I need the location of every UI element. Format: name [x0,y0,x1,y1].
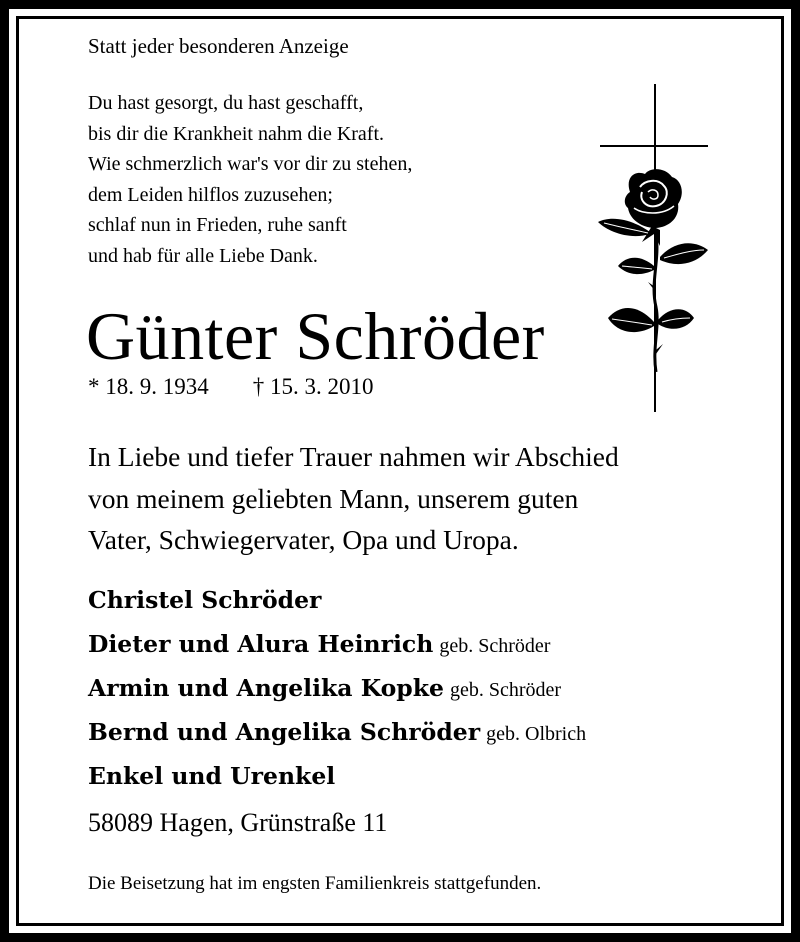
message-line: In Liebe und tiefer Trauer nahmen wir Abschied [88,441,619,472]
family-name: Enkel und Urenkel [88,762,336,790]
message-line: Vater, Schwiegervater, Opa und Uropa. [88,524,519,555]
family-note: geb. Schröder [449,679,562,701]
life-dates [88,374,374,400]
family-entry [88,624,586,668]
family-name: Armin und Angelika Kopke [88,674,444,702]
deceased-name: Günter Schröder [86,298,545,374]
family-name: Bernd und Angelika Schröder [88,718,481,746]
cross-and-rose [590,82,720,414]
poem-line: bis dir die Krankheit nahm die Kraft. [88,122,385,145]
poem-line: und hab für alle Liebe Dank. [88,244,318,267]
poem [88,88,412,271]
family-entry [88,712,586,756]
family-entry [88,756,586,800]
intro-line: Statt jeder besonderen Anzeige [88,34,349,58]
family-entry [88,580,586,624]
cross-icon [590,82,720,414]
birth-date: * 18. 9. 1934 [88,374,209,399]
poem-line: dem Leiden hilflos zuzusehen; [88,183,333,206]
message-line: von meinem geliebten Mann, unserem guten [88,482,579,514]
family-list [88,580,586,800]
family-note: geb. Schröder [439,635,551,657]
mourning-message [88,436,619,561]
poem-line: Wie schmerzlich war's vor dir zu stehen, [88,153,413,175]
poem-line: schlaf nun in Frieden, ruhe sanft [88,214,347,236]
family-name: Christel Schröder [88,586,322,614]
family-name: Dieter und Alura Heinrich [88,630,434,658]
death-date: † 15. 3. 2010 [252,374,374,399]
address: 58089 Hagen, Grünstraße 11 [88,808,388,837]
rose-icon [598,169,708,372]
family-note: geb. Olbrich [486,723,587,745]
poem-line: Du hast gesorgt, du hast geschafft, [88,92,364,114]
family-entry [88,668,586,712]
closing-note: Die Beisetzung hat im engsten Familienkreis stattgefunden. [88,873,542,894]
